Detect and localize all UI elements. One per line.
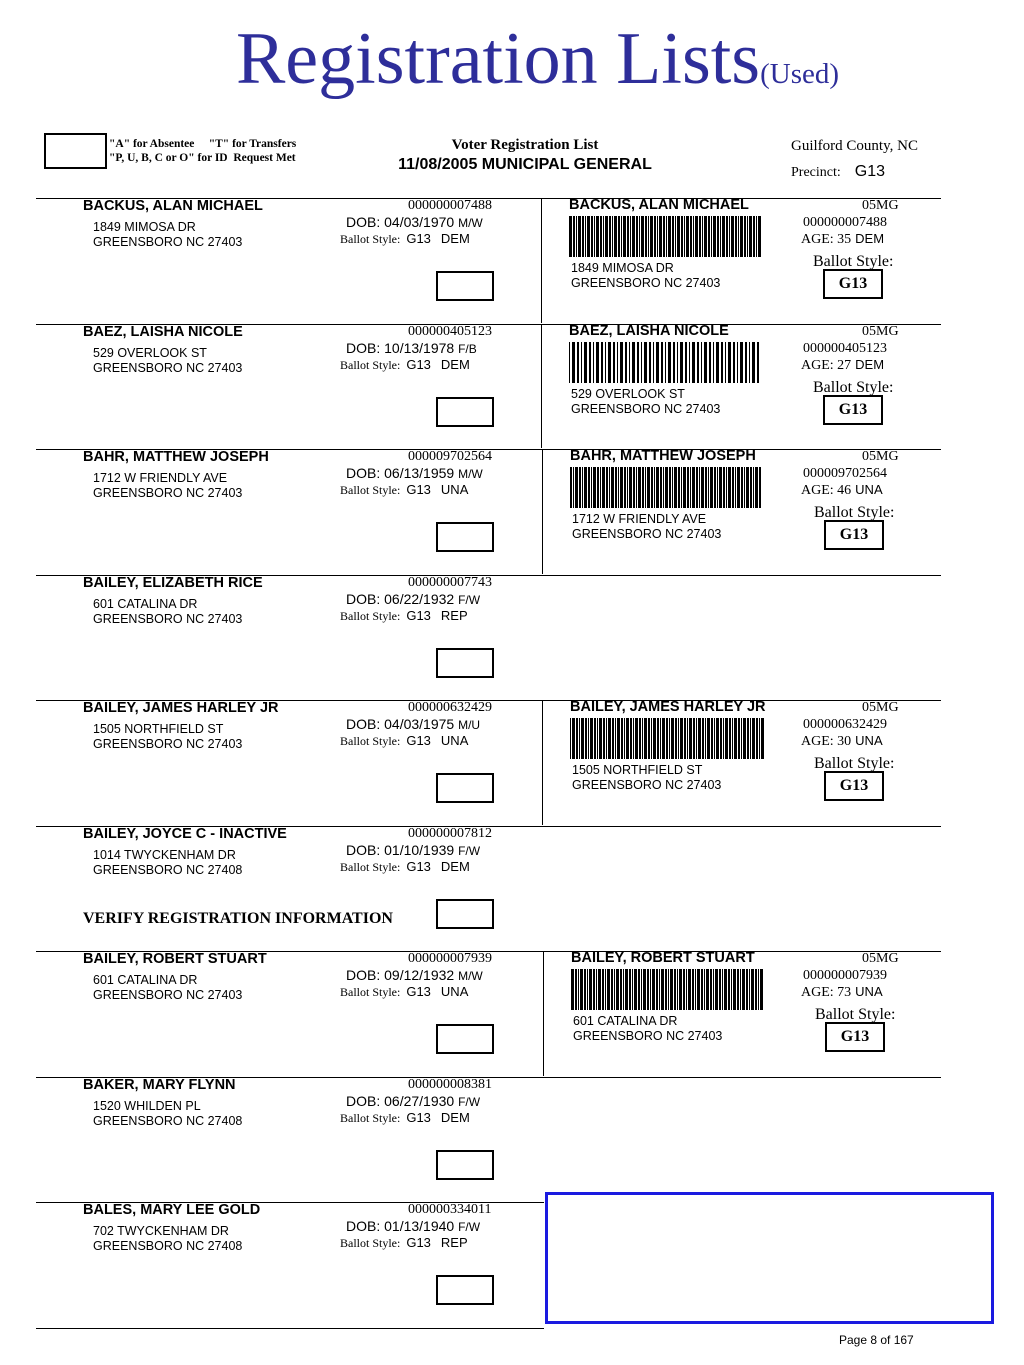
stub-address-line-1: 1849 MIMOSA DR <box>571 261 674 275</box>
signature-checkbox <box>436 648 494 678</box>
voter-id: 000000405123 <box>408 323 492 339</box>
voter-name: BAILEY, ROBERT STUART <box>83 951 267 967</box>
date-of-birth <box>346 1093 480 1109</box>
ballot-style-label: Ballot Style: <box>340 1110 401 1125</box>
dob-value: 09/12/1932 <box>384 967 455 983</box>
ballot-style-label: Ballot Style: <box>340 483 401 497</box>
page-number: Page 8 of 167 <box>839 1333 914 1347</box>
date-of-birth <box>346 465 483 481</box>
voter-address-line-1: 702 TWYCKENHAM DR <box>93 1224 229 1238</box>
voter-id: 000000007488 <box>408 198 492 213</box>
signature-checkbox <box>436 271 494 301</box>
sex-race: M/W <box>458 467 483 481</box>
stub-ballot-style-label: Ballot Style: <box>813 253 894 270</box>
stub-age <box>801 357 884 374</box>
ballot-style-label: Ballot Style: <box>340 734 401 748</box>
age-label: AGE: <box>801 483 834 498</box>
voter-address-line-1: 1712 W FRIENDLY AVE <box>93 471 228 485</box>
voter-name: BAEZ, LAISHA NICOLE <box>83 323 243 340</box>
stub-party: DEM <box>855 356 885 372</box>
ballot-style-value: G13 <box>406 733 431 748</box>
party: UNA <box>440 482 469 497</box>
stub-election-code: 05MG <box>862 323 899 339</box>
stub-party: UNA <box>855 482 883 497</box>
stub-age <box>801 482 883 499</box>
ballot-style-label: Ballot Style: <box>340 985 401 999</box>
ballot-style <box>340 1110 470 1126</box>
stub-party: UNA <box>855 733 883 748</box>
voter-address-line-1: 601 CATALINA DR <box>93 973 198 987</box>
stub-ballot-style-label: Ballot Style: <box>814 755 895 772</box>
title-sub: (Used) <box>760 58 840 90</box>
ballot-style <box>340 733 468 749</box>
party: DEM <box>440 356 470 372</box>
precinct-value: G13 <box>854 163 886 180</box>
stub-age <box>801 984 883 1001</box>
dob-label: DOB: <box>346 465 381 481</box>
voter-id: 000009702564 <box>408 449 492 464</box>
stub-address-line-2: GREENSBORO NC 27403 <box>571 276 721 290</box>
stub-ballot-style-box: G13 <box>823 269 883 299</box>
list-title: Voter Registration List <box>451 137 599 153</box>
dob-value: 01/13/1940 <box>384 1218 455 1234</box>
party: DEM <box>440 231 470 246</box>
ballot-style <box>340 482 468 498</box>
stub-divider <box>542 449 543 574</box>
stub-ballot-style-box: G13 <box>823 395 883 425</box>
voter-address-line-1: 1505 NORTHFIELD ST <box>93 722 224 736</box>
voter-address-line-2: GREENSBORO NC 27403 <box>93 235 243 249</box>
stub-ballot-style-label: Ballot Style: <box>813 378 894 396</box>
signature-checkbox <box>436 397 494 427</box>
voter-name: BAILEY, ELIZABETH RICE <box>83 574 263 591</box>
sex-race: M/U <box>458 718 481 732</box>
stub-election-code: 05MG <box>862 449 899 464</box>
barcode <box>570 718 764 759</box>
legend-line-2: "P, U, B, C or O" for ID Request Met <box>109 152 296 164</box>
ballot-style-label: Ballot Style: <box>340 232 401 246</box>
stub-age <box>801 733 883 750</box>
party: REP <box>440 607 468 623</box>
ballot-style-value: G13 <box>406 1235 431 1250</box>
age-value: 73 <box>837 985 852 1000</box>
stub-divider <box>541 324 542 449</box>
stub-ballot-style-label: Ballot Style: <box>814 504 895 521</box>
voter-address-line-2: GREENSBORO NC 27403 <box>93 360 243 375</box>
ballot-style-value: G13 <box>406 858 431 874</box>
ballot-style <box>340 984 468 1000</box>
age-label: AGE: <box>801 985 834 1000</box>
sex-race: F/B <box>458 341 477 356</box>
party: REP <box>440 1235 468 1250</box>
ballot-style-label: Ballot Style: <box>340 1236 401 1250</box>
voter-address-line-2: GREENSBORO NC 27403 <box>93 988 243 1002</box>
party: UNA <box>440 733 469 748</box>
legend-checkbox <box>44 133 107 169</box>
sex-race: F/W <box>458 592 481 607</box>
ballot-style-value: G13 <box>406 607 431 623</box>
voter-name: BACKUS, ALAN MICHAEL <box>83 198 263 214</box>
ballot-style <box>340 608 468 624</box>
stub-divider <box>542 700 543 825</box>
stub-voter-id: 000000007939 <box>803 968 887 983</box>
age-value: 46 <box>837 483 852 498</box>
voter-name: BAHR, MATTHEW JOSEPH <box>83 449 269 465</box>
ballot-style-label: Ballot Style: <box>340 357 401 372</box>
highlight-box <box>545 1192 994 1324</box>
date-of-birth <box>346 214 483 230</box>
dob-value: 04/03/1970 <box>384 214 455 230</box>
voter-address-line-2: GREENSBORO NC 27403 <box>93 611 243 626</box>
page-title <box>0 18 1024 100</box>
sex-race: F/W <box>458 1094 481 1109</box>
stub-address-line-1: 529 OVERLOOK ST <box>571 386 685 401</box>
voter-address-line-1: 601 CATALINA DR <box>93 596 198 611</box>
precinct-label: Precinct: <box>791 165 841 180</box>
voter-id: 000000007743 <box>408 574 492 590</box>
stub-voter-id: 000009702564 <box>803 466 887 481</box>
date-of-birth <box>346 842 480 858</box>
stub-address-line-2: GREENSBORO NC 27403 <box>573 1029 723 1043</box>
dob-value: 01/10/1939 <box>384 841 455 858</box>
barcode <box>569 216 763 257</box>
row-divider <box>36 1328 544 1329</box>
stub-divider <box>543 951 544 1076</box>
barcode <box>570 467 764 508</box>
stub-voter-name: BAILEY, ROBERT STUART <box>571 950 755 966</box>
signature-checkbox <box>436 899 494 929</box>
ballot-style-label: Ballot Style: <box>340 859 401 874</box>
voter-name: BAILEY, JOYCE C - INACTIVE <box>83 825 287 842</box>
stub-party: UNA <box>855 984 883 999</box>
signature-checkbox <box>436 522 494 552</box>
party: DEM <box>440 858 470 874</box>
stub-address-line-1: 1505 NORTHFIELD ST <box>572 763 703 777</box>
ballot-style <box>340 357 470 373</box>
stub-voter-name: BAEZ, LAISHA NICOLE <box>569 322 729 339</box>
stub-address-line-2: GREENSBORO NC 27403 <box>572 527 722 541</box>
ballot-style-value: G13 <box>406 984 431 999</box>
stub-ballot-style-box: G13 <box>824 771 884 801</box>
dob-label: DOB: <box>346 716 381 732</box>
legend-line-1: "A" for Absentee "T" for Transfers <box>109 138 297 150</box>
date-of-birth <box>346 1218 480 1234</box>
ballot-style <box>340 859 470 875</box>
ballot-style <box>340 231 470 247</box>
age-label: AGE: <box>801 357 834 373</box>
party: DEM <box>440 1109 470 1125</box>
stub-ballot-style-box: G13 <box>825 1022 885 1052</box>
voter-address-line-2: GREENSBORO NC 27408 <box>93 1239 243 1253</box>
dob-label: DOB: <box>346 1092 381 1109</box>
dob-label: DOB: <box>346 214 381 230</box>
county-name: Guilford County, NC <box>791 138 918 154</box>
voter-id: 000000007939 <box>408 951 492 966</box>
date-of-birth <box>346 340 477 356</box>
voter-address-line-2: GREENSBORO NC 27408 <box>93 1113 243 1128</box>
dob-value: 06/22/1932 <box>384 590 455 607</box>
age-value: 30 <box>837 734 852 749</box>
title-main: Registration Lists <box>235 18 761 100</box>
age-label: AGE: <box>801 734 834 749</box>
election-name: 11/08/2005 MUNICIPAL GENERAL <box>398 156 652 173</box>
voter-name: BAILEY, JAMES HARLEY JR <box>83 700 279 716</box>
age-value: 35 <box>837 232 852 247</box>
stub-voter-name: BAILEY, JAMES HARLEY JR <box>570 699 766 715</box>
date-of-birth <box>346 967 483 983</box>
voter-address-line-1: 1014 TWYCKENHAM DR <box>93 847 236 862</box>
stub-address-line-1: 601 CATALINA DR <box>573 1014 678 1028</box>
stub-voter-id: 000000632429 <box>803 717 887 732</box>
date-of-birth <box>346 716 480 732</box>
voter-address-line-1: 529 OVERLOOK ST <box>93 345 207 360</box>
voter-address-line-2: GREENSBORO NC 27403 <box>93 486 243 500</box>
party: UNA <box>440 984 469 999</box>
stub-address-line-2: GREENSBORO NC 27403 <box>571 401 721 416</box>
stub-voter-name: BAHR, MATTHEW JOSEPH <box>570 448 756 464</box>
voter-name: BAKER, MARY FLYNN <box>83 1076 236 1093</box>
list-header <box>360 137 690 174</box>
legend-text <box>109 137 296 165</box>
stub-election-code: 05MG <box>862 198 899 213</box>
dob-label: DOB: <box>346 590 381 607</box>
stub-divider <box>541 198 542 323</box>
dob-label: DOB: <box>346 1218 381 1234</box>
voter-id: 000000008381 <box>408 1076 492 1092</box>
voter-id: 000000632429 <box>408 700 492 715</box>
ballot-style-label: Ballot Style: <box>340 608 401 623</box>
dob-value: 06/13/1959 <box>384 465 455 481</box>
age-value: 27 <box>837 357 852 373</box>
voter-id: 000000007812 <box>408 825 492 841</box>
ballot-style-value: G13 <box>406 356 431 372</box>
ballot-style-value: G13 <box>406 482 431 497</box>
date-of-birth <box>346 591 480 607</box>
signature-checkbox <box>436 1024 494 1054</box>
dob-value: 04/03/1975 <box>384 716 455 732</box>
ballot-style-value: G13 <box>406 1109 431 1125</box>
dob-label: DOB: <box>346 841 381 858</box>
dob-value: 10/13/1978 <box>384 339 455 356</box>
ballot-style <box>340 1235 468 1251</box>
barcode <box>571 969 765 1010</box>
signature-checkbox <box>436 1150 494 1180</box>
dob-label: DOB: <box>346 967 381 983</box>
stub-address-line-1: 1712 W FRIENDLY AVE <box>572 512 707 526</box>
voter-address-line-2: GREENSBORO NC 27408 <box>93 862 243 877</box>
stub-age <box>801 231 884 248</box>
stub-ballot-style-box: G13 <box>824 520 884 550</box>
voter-address-line-1: 1849 MIMOSA DR <box>93 220 196 234</box>
dob-label: DOB: <box>346 339 381 356</box>
stub-election-code: 05MG <box>862 700 899 715</box>
dob-value: 06/27/1930 <box>384 1092 455 1109</box>
verify-notice: VERIFY REGISTRATION INFORMATION <box>83 909 393 927</box>
voter-address-line-2: GREENSBORO NC 27403 <box>93 737 243 751</box>
signature-checkbox <box>436 773 494 803</box>
stub-voter-id: 000000007488 <box>803 215 887 230</box>
sex-race: F/W <box>458 1220 481 1234</box>
ballot-style-value: G13 <box>406 231 431 246</box>
age-label: AGE: <box>801 232 834 247</box>
stub-voter-name: BACKUS, ALAN MICHAEL <box>569 197 749 213</box>
stub-address-line-2: GREENSBORO NC 27403 <box>572 778 722 792</box>
precinct <box>791 163 885 181</box>
barcode <box>569 342 763 383</box>
signature-checkbox <box>436 1275 494 1305</box>
voter-address-line-1: 1520 WHILDEN PL <box>93 1098 201 1113</box>
stub-voter-id: 000000405123 <box>803 340 887 356</box>
voter-name: BALES, MARY LEE GOLD <box>83 1202 261 1218</box>
voter-id: 000000334011 <box>408 1202 492 1217</box>
sex-race: F/W <box>458 843 481 858</box>
stub-ballot-style-label: Ballot Style: <box>815 1006 896 1023</box>
stub-party: DEM <box>855 231 885 246</box>
sex-race: M/W <box>458 969 483 983</box>
sex-race: M/W <box>458 216 483 230</box>
stub-election-code: 05MG <box>862 951 899 966</box>
